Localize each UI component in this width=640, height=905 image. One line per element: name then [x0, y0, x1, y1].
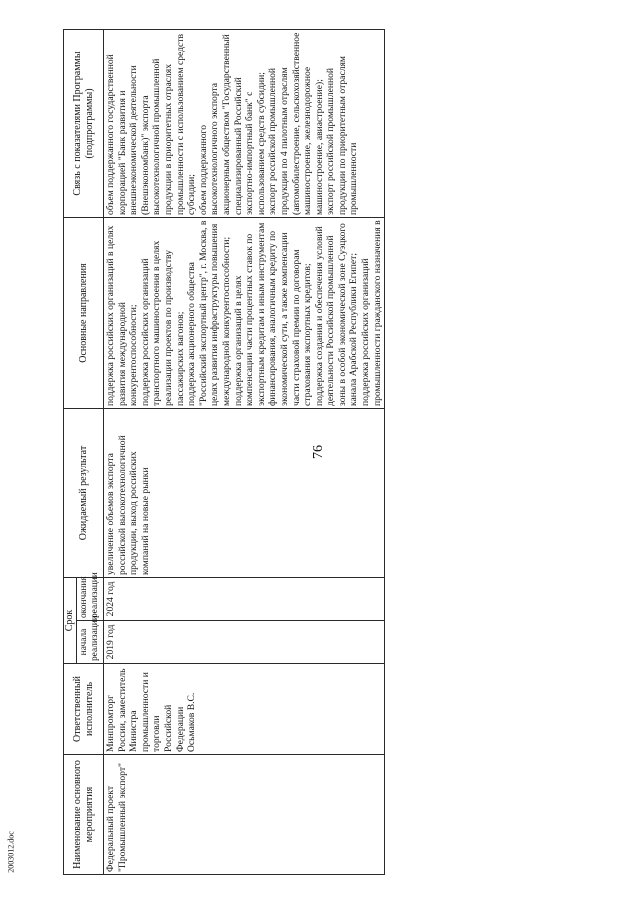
header-term-start: начала реализации — [77, 621, 104, 664]
cell-start: 2019 год — [104, 621, 385, 664]
cell-end: 2024 год — [104, 578, 385, 621]
header-term: Срок — [64, 578, 77, 664]
page-number: 76 — [311, 445, 326, 459]
document-code: 2003012.doc — [6, 831, 16, 873]
rotated-landscape-content — [63, 10, 578, 875]
header-directions: Основные направления — [64, 218, 104, 409]
header-name: Наименование основного мероприятия — [64, 755, 104, 875]
header-term-end: окончания реализации — [77, 578, 104, 621]
cell-directions: поддержка российских организаций в целях развития международной конкурентоспособности; поддержка российских организаций транспортного машиностроения в целях реализации проектов по производству пассажирских вагонов; поддержка акционерного общества "Российский экспортный центр", г. Москва, в целях развития инфраструктуры повышения международной конкурентоспособности; поддержка организаций в целях компенсации части процентных ставок по экспортным кредитам и иным инструментам финансирования, аналогичным кредиту по экономической сути, а также компенсации части страховой премии по договорам страхования экспортных кредитов; поддержка создания и обеспечения условий деятельности Российской промышленной зоны в особой экономической зоне Суэцкого канала Арабской Республики Египет; поддержка российских организаций промышленности гражданского назначения в — [104, 218, 385, 409]
header-executor: Ответственный исполнитель — [64, 664, 104, 755]
cell-link: объем поддержанного государственной корпорацией "Банк развития и внешнеэкономической деятельности (Внешэкономбанк)" экспорта высокотехнологичной промышленной продукции в приоритетных отраслях промышленности с использованием средств субсидии; объем поддержанного высокотехнологичного экспорта акционерным обществом "Государственный специализированный Российский экспортно-импортный банк" с использованием средств субсидии; экспорт российской промышленной продукции по 4 пилотным отраслям (автомобилестроение, сельскохозяйственное машиностроение, железнодорожное машиностроение, авиастроение); экспорт российской промышленной продукции по приоритетным отраслям промышленности — [104, 30, 385, 218]
header-link: Связь с показателями Программы (подпрограммы) — [64, 30, 104, 218]
cell-executor: Минпромторг России, заместитель Министра промышленности и торговли Российской Федерации Осьмаков В.С. — [104, 664, 385, 755]
cell-result: увеличение объемов экспорта российской высокотехнологичной продукции, выход российских компаний на новые рынки — [104, 409, 385, 578]
header-result: Ожидаемый результат — [64, 409, 104, 578]
cell-name: Федеральный проект "Промышленный экспорт" — [104, 755, 385, 875]
table-row — [104, 30, 385, 875]
program-table — [63, 29, 385, 875]
table-header-row — [64, 30, 77, 875]
